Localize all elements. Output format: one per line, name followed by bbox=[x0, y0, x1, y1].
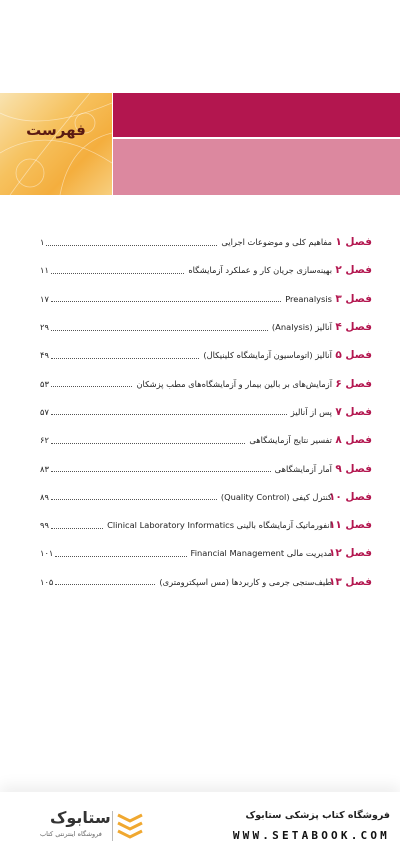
toc-row[interactable] bbox=[40, 483, 372, 511]
dot-leader bbox=[51, 414, 287, 415]
store-footer bbox=[0, 792, 400, 854]
page-number: ۱۱ bbox=[40, 265, 49, 276]
page-number: ۵۳ bbox=[40, 378, 49, 389]
chapter-title: انفورماتیک آزمایشگاه بالینی Clinical Laboratory Informatics bbox=[107, 520, 332, 531]
toc-row[interactable] bbox=[40, 511, 372, 539]
dot-leader bbox=[51, 273, 184, 274]
chapter-number: فصل ۷ bbox=[335, 405, 372, 418]
dot-leader bbox=[51, 471, 271, 472]
chapter-number: فصل ۴ bbox=[335, 321, 372, 334]
store-name: فروشگاه کتاب پزشکی ستابوک bbox=[245, 810, 390, 821]
page-number: ۱ bbox=[40, 237, 45, 248]
store-url[interactable]: WWW.SETABOOK.COM bbox=[232, 829, 390, 842]
page-number: ۹۹ bbox=[40, 520, 49, 531]
chapter-title: Preanalysis bbox=[285, 293, 332, 304]
dot-leader bbox=[51, 443, 245, 444]
toc-row[interactable] bbox=[40, 285, 372, 313]
page-title: فهرست bbox=[26, 121, 86, 139]
chapter-title: آنالیز (اتوماسیون آزمایشگاه کلینیکال) bbox=[203, 350, 332, 361]
toc-row[interactable] bbox=[40, 539, 372, 567]
header-band-dark bbox=[113, 93, 400, 137]
header-orange-panel bbox=[0, 93, 112, 195]
chapter-title: مفاهیم کلی و موضوعات اجرایی bbox=[221, 237, 332, 248]
chapter-number: فصل ۱۱ bbox=[328, 519, 372, 532]
toc-row[interactable] bbox=[40, 426, 372, 454]
page-number: ۲۹ bbox=[40, 322, 49, 333]
dot-leader bbox=[55, 584, 155, 585]
toc-row[interactable] bbox=[40, 313, 372, 341]
page-number: ۶۲ bbox=[40, 435, 49, 446]
chapter-number: فصل ۱۳ bbox=[328, 575, 372, 588]
logo-subtitle: فروشگاه اینترنتی کتاب bbox=[40, 830, 102, 838]
chapter-title: بهینه‌سازی جریان کار و عملکرد آزمایشگاه bbox=[188, 265, 332, 276]
dot-leader bbox=[51, 528, 103, 529]
chapter-number: فصل ۱۲ bbox=[328, 547, 372, 560]
toc-row[interactable] bbox=[40, 398, 372, 426]
chapter-title: مدیریت مالی Financial Management bbox=[190, 548, 332, 559]
toc-row[interactable] bbox=[40, 454, 372, 482]
chapter-title: کنترل کیفی (Quality Control) bbox=[220, 491, 332, 502]
decorative-pattern bbox=[0, 93, 112, 195]
header-band-light bbox=[113, 139, 400, 195]
page-number: ۵۷ bbox=[40, 406, 49, 417]
dot-leader bbox=[51, 499, 217, 500]
dot-leader bbox=[51, 330, 268, 331]
chapter-number: فصل ۱ bbox=[335, 236, 372, 249]
dot-leader bbox=[51, 358, 199, 359]
chapter-number: فصل ۲ bbox=[335, 264, 372, 277]
chapter-number: فصل ۹ bbox=[335, 462, 372, 475]
dot-leader bbox=[51, 386, 133, 387]
chapter-number: فصل ۶ bbox=[335, 377, 372, 390]
toc-row[interactable] bbox=[40, 341, 372, 369]
toc-row[interactable] bbox=[40, 228, 372, 256]
chapter-header bbox=[0, 93, 400, 195]
page-number: ۴۹ bbox=[40, 350, 49, 361]
logo-separator bbox=[112, 811, 113, 841]
dot-leader bbox=[55, 556, 186, 557]
chapter-title: آمار آزمایشگاهی bbox=[274, 463, 332, 474]
dot-leader bbox=[51, 301, 281, 302]
chapter-number: فصل ۱۰ bbox=[328, 490, 372, 503]
page-number: ۸۹ bbox=[40, 491, 49, 502]
toc-row[interactable] bbox=[40, 369, 372, 397]
chapter-number: فصل ۳ bbox=[335, 292, 372, 305]
store-logo bbox=[12, 805, 162, 845]
page-number: ۸۳ bbox=[40, 463, 49, 474]
page-number: ۱۰۵ bbox=[40, 576, 54, 587]
chapter-title: پس از آنالیز bbox=[290, 406, 332, 417]
chapter-number: فصل ۵ bbox=[335, 349, 372, 362]
chapter-title: آزمایش‌های بر بالین بیمار و آزمایشگاه‌های مطب پزشکان bbox=[136, 378, 332, 389]
logo-text: ستابوک bbox=[50, 808, 111, 827]
toc-row[interactable] bbox=[40, 568, 372, 596]
page-number: ۱۰۱ bbox=[40, 548, 54, 559]
chapter-title: آنالیز (Analysis) bbox=[271, 322, 332, 333]
chapter-title: تفسیر نتایج آزمایشگاهی bbox=[249, 435, 332, 446]
book-logo-icon bbox=[116, 809, 144, 843]
dot-leader bbox=[46, 245, 217, 246]
chapter-number: فصل ۸ bbox=[335, 434, 372, 447]
page-number: ۱۷ bbox=[40, 293, 49, 304]
table-of-contents bbox=[40, 228, 372, 596]
toc-row[interactable] bbox=[40, 256, 372, 284]
chapter-title: طیف‌سنجی جرمی و کاربردها (مس اسپکترومتری) bbox=[159, 576, 332, 587]
